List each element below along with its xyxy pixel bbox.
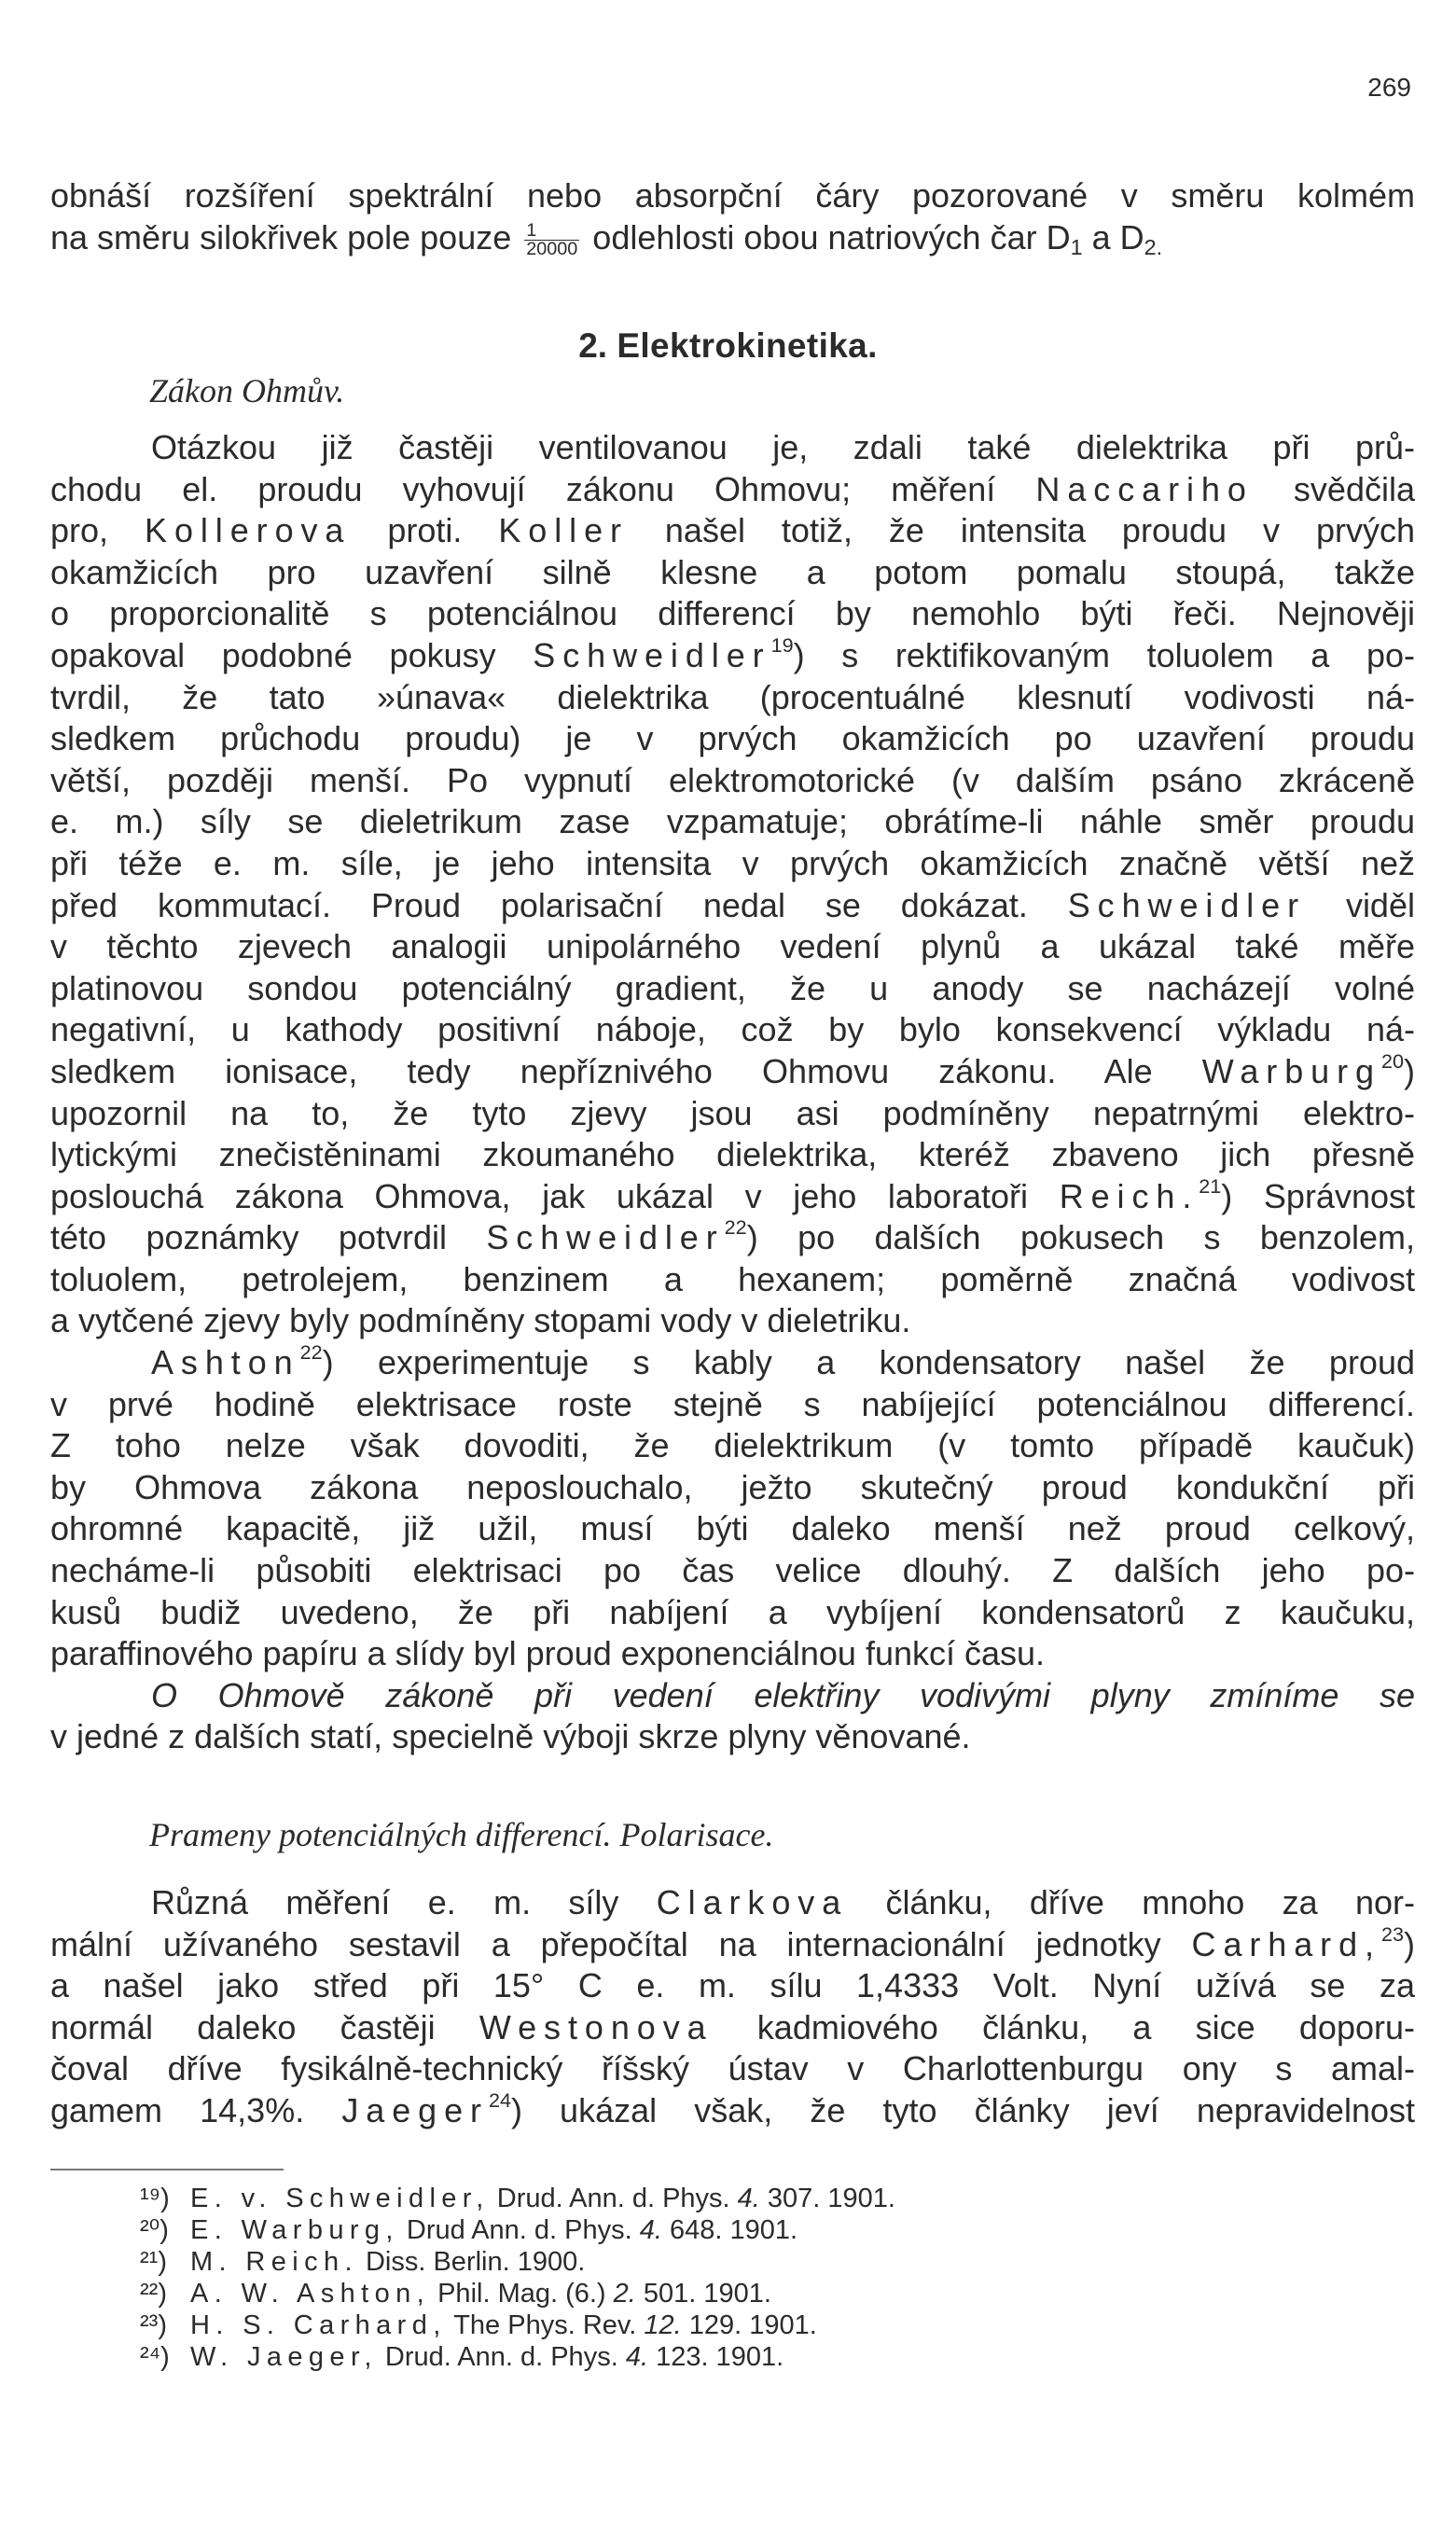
text-line: poslouchá zákona Ohmova, jak ukázal v jeho laboratoři Reich.$^{21}$) Správnost <box>50 1173 1416 1215</box>
text-line: Otázkou již častěji ventilovanou je, zdali také dielektrika při prů- <box>151 428 1415 466</box>
footnote: ²⁰) E. Warburg, Drud Ann. d. Phys. 4. 648. 1901. <box>140 2215 798 2245</box>
text-line: na směru silokřivek pole pouze $\frac{1}{20000}$ odlehlosti obou natriových čar $D_1$ a $D_{2.}$ <box>50 217 1163 259</box>
text-line: v těchto zjevech analogii unipolárného vedení plynů a ukázal také měře <box>50 927 1415 966</box>
text-line: paraffinového papíru a slídy byl proud exponenciálnou funkcí času. <box>50 1634 1046 1673</box>
text-line: platinovou sondou potenciálný gradient, že u anody se nacházejí volné <box>50 968 1415 1007</box>
section-title: 2. Elektrokinetika. <box>578 326 878 365</box>
paragraph-ohm-dielectrics <box>50 427 1415 1758</box>
text-line: normál daleko častěji Westonova kadmiového článku, a sice doporu- <box>50 2007 1415 2046</box>
footnotes <box>140 2183 1259 2373</box>
text-line: před kommutací. Proud polarisační nedal se dokázat. Schweidler viděl <box>50 885 1415 924</box>
paragraph-clark-cell <box>50 1882 1415 2132</box>
text-line: větší, později menší. Po vypnutí elektromotorické (v dalším psáno zkráceně <box>50 760 1415 799</box>
text-line: by Ohmova zákona neposlouchalo, ježto skutečný proud kondukční při <box>50 1467 1415 1506</box>
footnote-rule <box>50 2169 284 2170</box>
text-line: sledkem ionisace, tedy nepříznivého Ohmovu zákonu. Ale Warburg$^{20}$) <box>50 1048 1415 1090</box>
footnote: ²³) H. S. Carhard, The Phys. Rev. 12. 129. 1901. <box>140 2310 817 2340</box>
text-line: v prvé hodině elektrisace roste stejně s nabíjející potenciálnou differencí. <box>50 1384 1415 1423</box>
text-line: chodu el. proudu vyhovují zákonu Ohmovu; měření Naccariho svědčila <box>50 469 1415 508</box>
text-line: čoval dříve fysikálně-technický říšský ústav v Charlottenburgu ony s amal- <box>50 2049 1415 2088</box>
text-line: okamžicích pro uzavření silně klesne a potom pomalu stoupá, takže <box>50 552 1415 591</box>
text-line: této poznámky potvrdil Schweidler$^{22}$) po dalších pokusech s benzolem, <box>50 1215 1415 1257</box>
text-line: Ashton$^{22}$) experimentuje s kably a kondensatory našel že proud <box>151 1339 1415 1382</box>
text-line: mální užívaného sestavil a přepočítal na internacionální jednotky Carhard,$^{23}$) <box>50 1921 1415 1963</box>
text-line: sledkem průchodu proudu) je v prvých okamžicích po uzavření proudu <box>50 719 1415 758</box>
margin-heading: Zákon Ohmův. <box>149 372 345 409</box>
text-line: tvrdil, že tato »únava« dielektrika (procentuálné klesnutí vodivosti ná- <box>50 677 1415 716</box>
text-line: lytickými znečistěninami zkoumaného dielektrika, kteréž zbaveno jich přesně <box>50 1135 1415 1174</box>
text-line: e. m.) síly se dieletrikum zase vzpamatuje; obrátíme-li náhle směr proudu <box>50 802 1415 841</box>
page-number: 269 <box>1367 73 1411 102</box>
text-line: toluolem, petrolejem, benzinem a hexanem; poměrně značná vodivost <box>50 1259 1415 1298</box>
footnote: ²²) A. W. Ashton, Phil. Mag. (6.) 2. 501. 1901. <box>140 2279 771 2309</box>
fraction: $\frac{1}{20000}$ <box>526 219 578 259</box>
footnote: ²¹) M. Reich. Diss. Berlin. 1900. <box>140 2247 586 2277</box>
text-line: kusů budiž uvedeno, že při nabíjení a vybíjení kondensatorů z kaučuku, <box>50 1592 1415 1631</box>
text-line: necháme-li působiti elektrisaci po čas velice dlouhý. Z dalších jeho po- <box>50 1551 1415 1590</box>
text-line: gamem 14,3%. Jaeger$^{24}$) ukázal však, že tyto články jeví nepravidelnost <box>50 2087 1415 2129</box>
text-line: a našel jako střed při 15° C e. m. sílu 1,4333 Volt. Nyní užívá se za <box>50 1966 1415 2005</box>
text-line: o proporcionalitě s potenciálnou differencí by nemohlo býti řeči. Nejnověji <box>50 594 1415 633</box>
text-line: negativní, u kathody positivní náboje, což by bylo konsekvencí výkladu ná- <box>50 1010 1415 1049</box>
subsection-heading: Prameny potenciálných differencí. Polarisace. <box>149 1816 774 1853</box>
text-line: a vytčené zjevy byly podmíněny stopami vody v dieletriku. <box>50 1301 911 1340</box>
text-line: Různá měření e. m. síly Clarkova článku, dříve mnoho za nor- <box>151 1883 1415 1921</box>
text-line: obnáší rozšíření spektrální nebo absorpční čáry pozorované v směru kolmém <box>50 176 1415 215</box>
text-line: O Ohmově zákoně při vedení elektřiny vodivými plyny zmíníme se <box>151 1675 1415 1714</box>
text-line: Z toho nelze však dovoditi, že dielektrikum (v tomto případě kaučuk) <box>50 1426 1415 1465</box>
text-line: pro, Kollerova proti. Koller našel totiž, že intensita proudu v prvých <box>50 511 1415 550</box>
text-line: v jedné z dalších statí, specielně výboji skrze plyny věnované. <box>50 1717 971 1756</box>
intro-paragraph <box>50 175 1415 258</box>
footnote: ²⁴) W. Jaeger, Drud. Ann. d. Phys. 4. 123. 1901. <box>140 2342 784 2372</box>
text-line: ohromné kapacitě, již užil, musí býti daleko menší než proud celkový, <box>50 1509 1415 1548</box>
text-line: opakoval podobné pokusy Schweidler$^{19}$) s rektifikovaným toluolem a po- <box>50 632 1416 674</box>
footnote: ¹⁹) E. v. Schweidler, Drud. Ann. d. Phys. 4. 307. 1901. <box>140 2184 895 2213</box>
text-line: při téže e. m. síle, je jeho intensita v prvých okamžicích značně větší než <box>50 843 1415 882</box>
text-line: upozornil na to, že tyto zjevy jsou asi podmíněny nepatrnými elektro- <box>50 1093 1415 1132</box>
